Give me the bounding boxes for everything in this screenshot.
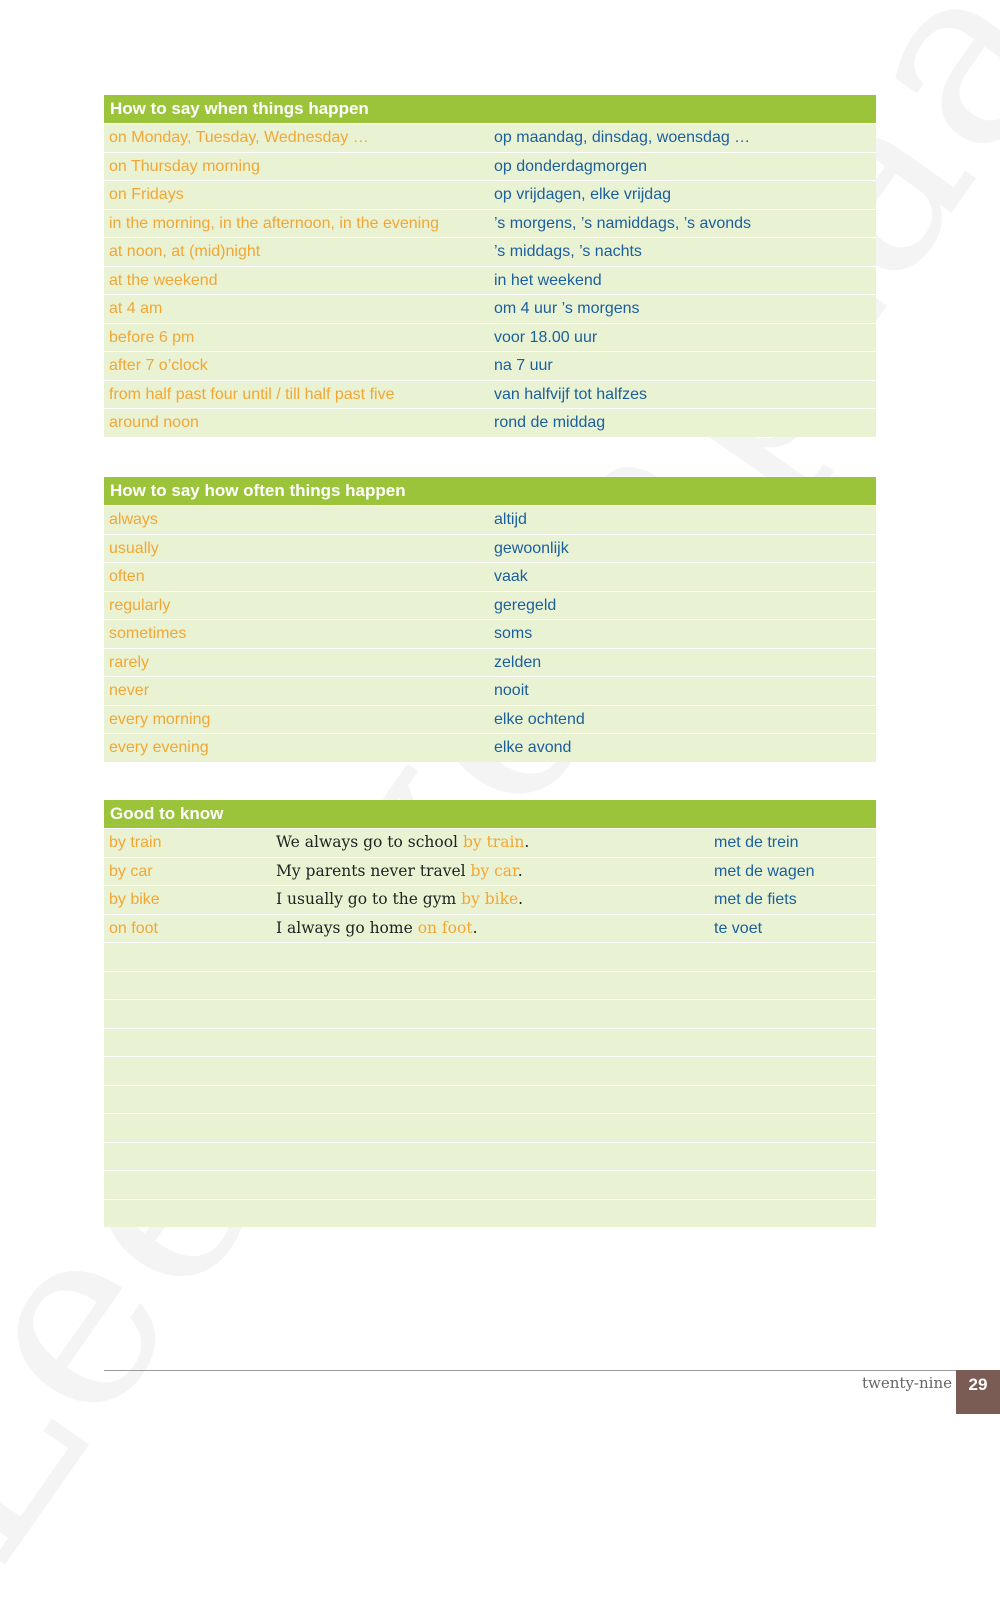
example-sentence: We always go to school by train.: [276, 833, 530, 851]
dutch-translation: van halfvijf tot halfzes: [494, 385, 647, 403]
english-phrase: at noon, at (mid)night: [109, 243, 261, 260]
table-row: [104, 648, 876, 677]
english-phrase: on Monday, Tuesday, Wednesday …: [109, 129, 369, 146]
page-number: 29: [956, 1370, 1000, 1414]
english-phrase: around noon: [109, 414, 199, 431]
dutch-translation: om 4 uur ’s morgens: [494, 300, 640, 317]
english-phrase: rarely: [109, 653, 150, 671]
table-row: [104, 209, 876, 238]
empty-table-row: [104, 1056, 876, 1085]
empty-table-row: [104, 1170, 876, 1199]
example-sentence: I usually go to the gym by bike.: [276, 890, 524, 908]
english-phrase: at 4 am: [109, 300, 163, 317]
english-phrase: after 7 o’clock: [109, 357, 208, 374]
dutch-translation: voor 18.00 uur: [494, 328, 598, 346]
when-table-title: How to say when things happen: [104, 95, 876, 123]
english-phrase: on Fridays: [109, 186, 184, 203]
dutch-translation: geregeld: [494, 596, 557, 614]
dutch-translation: met de wagen: [714, 862, 815, 880]
dutch-translation: elke avond: [494, 739, 572, 756]
dutch-translation: na 7 uur: [494, 357, 553, 374]
table-row: [104, 733, 876, 762]
empty-table-row: [104, 1113, 876, 1142]
table-row: [104, 294, 876, 323]
example-sentence: My parents never travel by car.: [276, 861, 523, 880]
dutch-translation: elke ochtend: [494, 710, 585, 728]
dutch-translation: op donderdagmorgen: [494, 157, 648, 175]
good-to-know-table: [104, 800, 876, 1227]
table-row: [104, 562, 876, 591]
when-table: [104, 95, 876, 437]
dutch-translation: soms: [494, 625, 533, 642]
table-row: [104, 266, 876, 295]
table-row: [104, 914, 876, 943]
dutch-translation: in het weekend: [494, 271, 602, 289]
english-phrase: sometimes: [109, 625, 187, 642]
english-phrase: always: [109, 511, 158, 528]
dutch-translation: te voet: [714, 919, 763, 937]
table-row: [104, 885, 876, 914]
empty-table-row: [104, 942, 876, 971]
table-row: [104, 828, 876, 857]
good-to-know-title: Good to know: [104, 800, 876, 828]
empty-table-row: [104, 1085, 876, 1114]
english-phrase: before 6 pm: [109, 328, 195, 346]
english-phrase: usually: [109, 539, 159, 557]
english-phrase: from half past four until / till half past five: [109, 385, 395, 403]
dutch-translation: met de fiets: [714, 891, 797, 908]
table-row: [104, 380, 876, 409]
dutch-translation: op vrijdagen, elke vrijdag: [494, 186, 671, 203]
empty-table-row: [104, 1028, 876, 1057]
often-table: [104, 477, 876, 762]
table-row: [104, 237, 876, 266]
english-phrase: every evening: [109, 739, 209, 756]
table-row: [104, 857, 876, 886]
table-row: [104, 408, 876, 437]
english-phrase: every morning: [109, 710, 211, 728]
dutch-translation: vaak: [494, 568, 528, 585]
english-phrase: at the weekend: [109, 271, 218, 289]
dutch-translation: nooit: [494, 682, 529, 699]
dutch-translation: ’s morgens, ’s namiddags, ’s avonds: [494, 214, 752, 232]
dutch-translation: zelden: [494, 653, 542, 671]
empty-rows: [104, 942, 876, 1227]
dutch-translation: rond de middag: [494, 414, 606, 431]
english-phrase: by bike: [109, 891, 160, 908]
often-table-title: How to say how often things happen: [104, 477, 876, 505]
dutch-translation: ’s middags, ’s nachts: [494, 243, 642, 260]
dutch-translation: met de trein: [714, 834, 799, 851]
table-row: [104, 505, 876, 534]
page-number-words: twenty-nine: [862, 1374, 952, 1392]
english-phrase: on foot: [109, 919, 158, 937]
footer-divider: [104, 1370, 956, 1371]
empty-table-row: [104, 1199, 876, 1228]
empty-table-row: [104, 1142, 876, 1171]
table-row: [104, 591, 876, 620]
english-phrase: regularly: [109, 596, 171, 614]
table-row: [104, 619, 876, 648]
english-phrase: never: [109, 682, 150, 699]
example-sentence: I always go home on foot.: [276, 918, 478, 937]
english-phrase: by train: [109, 834, 162, 851]
empty-table-row: [104, 999, 876, 1028]
empty-table-row: [104, 971, 876, 1000]
dutch-translation: altijd: [494, 511, 527, 528]
dutch-translation: op maandag, dinsdag, woensdag …: [494, 129, 751, 146]
table-row: [104, 676, 876, 705]
english-phrase: often: [109, 568, 145, 585]
table-row: [104, 123, 876, 152]
table-row: [104, 152, 876, 181]
table-row: [104, 180, 876, 209]
table-row: [104, 534, 876, 563]
english-phrase: in the morning, in the afternoon, in the evening: [109, 214, 439, 232]
table-row: [104, 323, 876, 352]
table-row: [104, 705, 876, 734]
table-row: [104, 351, 876, 380]
english-phrase: by car: [109, 862, 153, 880]
english-phrase: on Thursday morning: [109, 157, 260, 175]
dutch-translation: gewoonlijk: [494, 539, 569, 557]
